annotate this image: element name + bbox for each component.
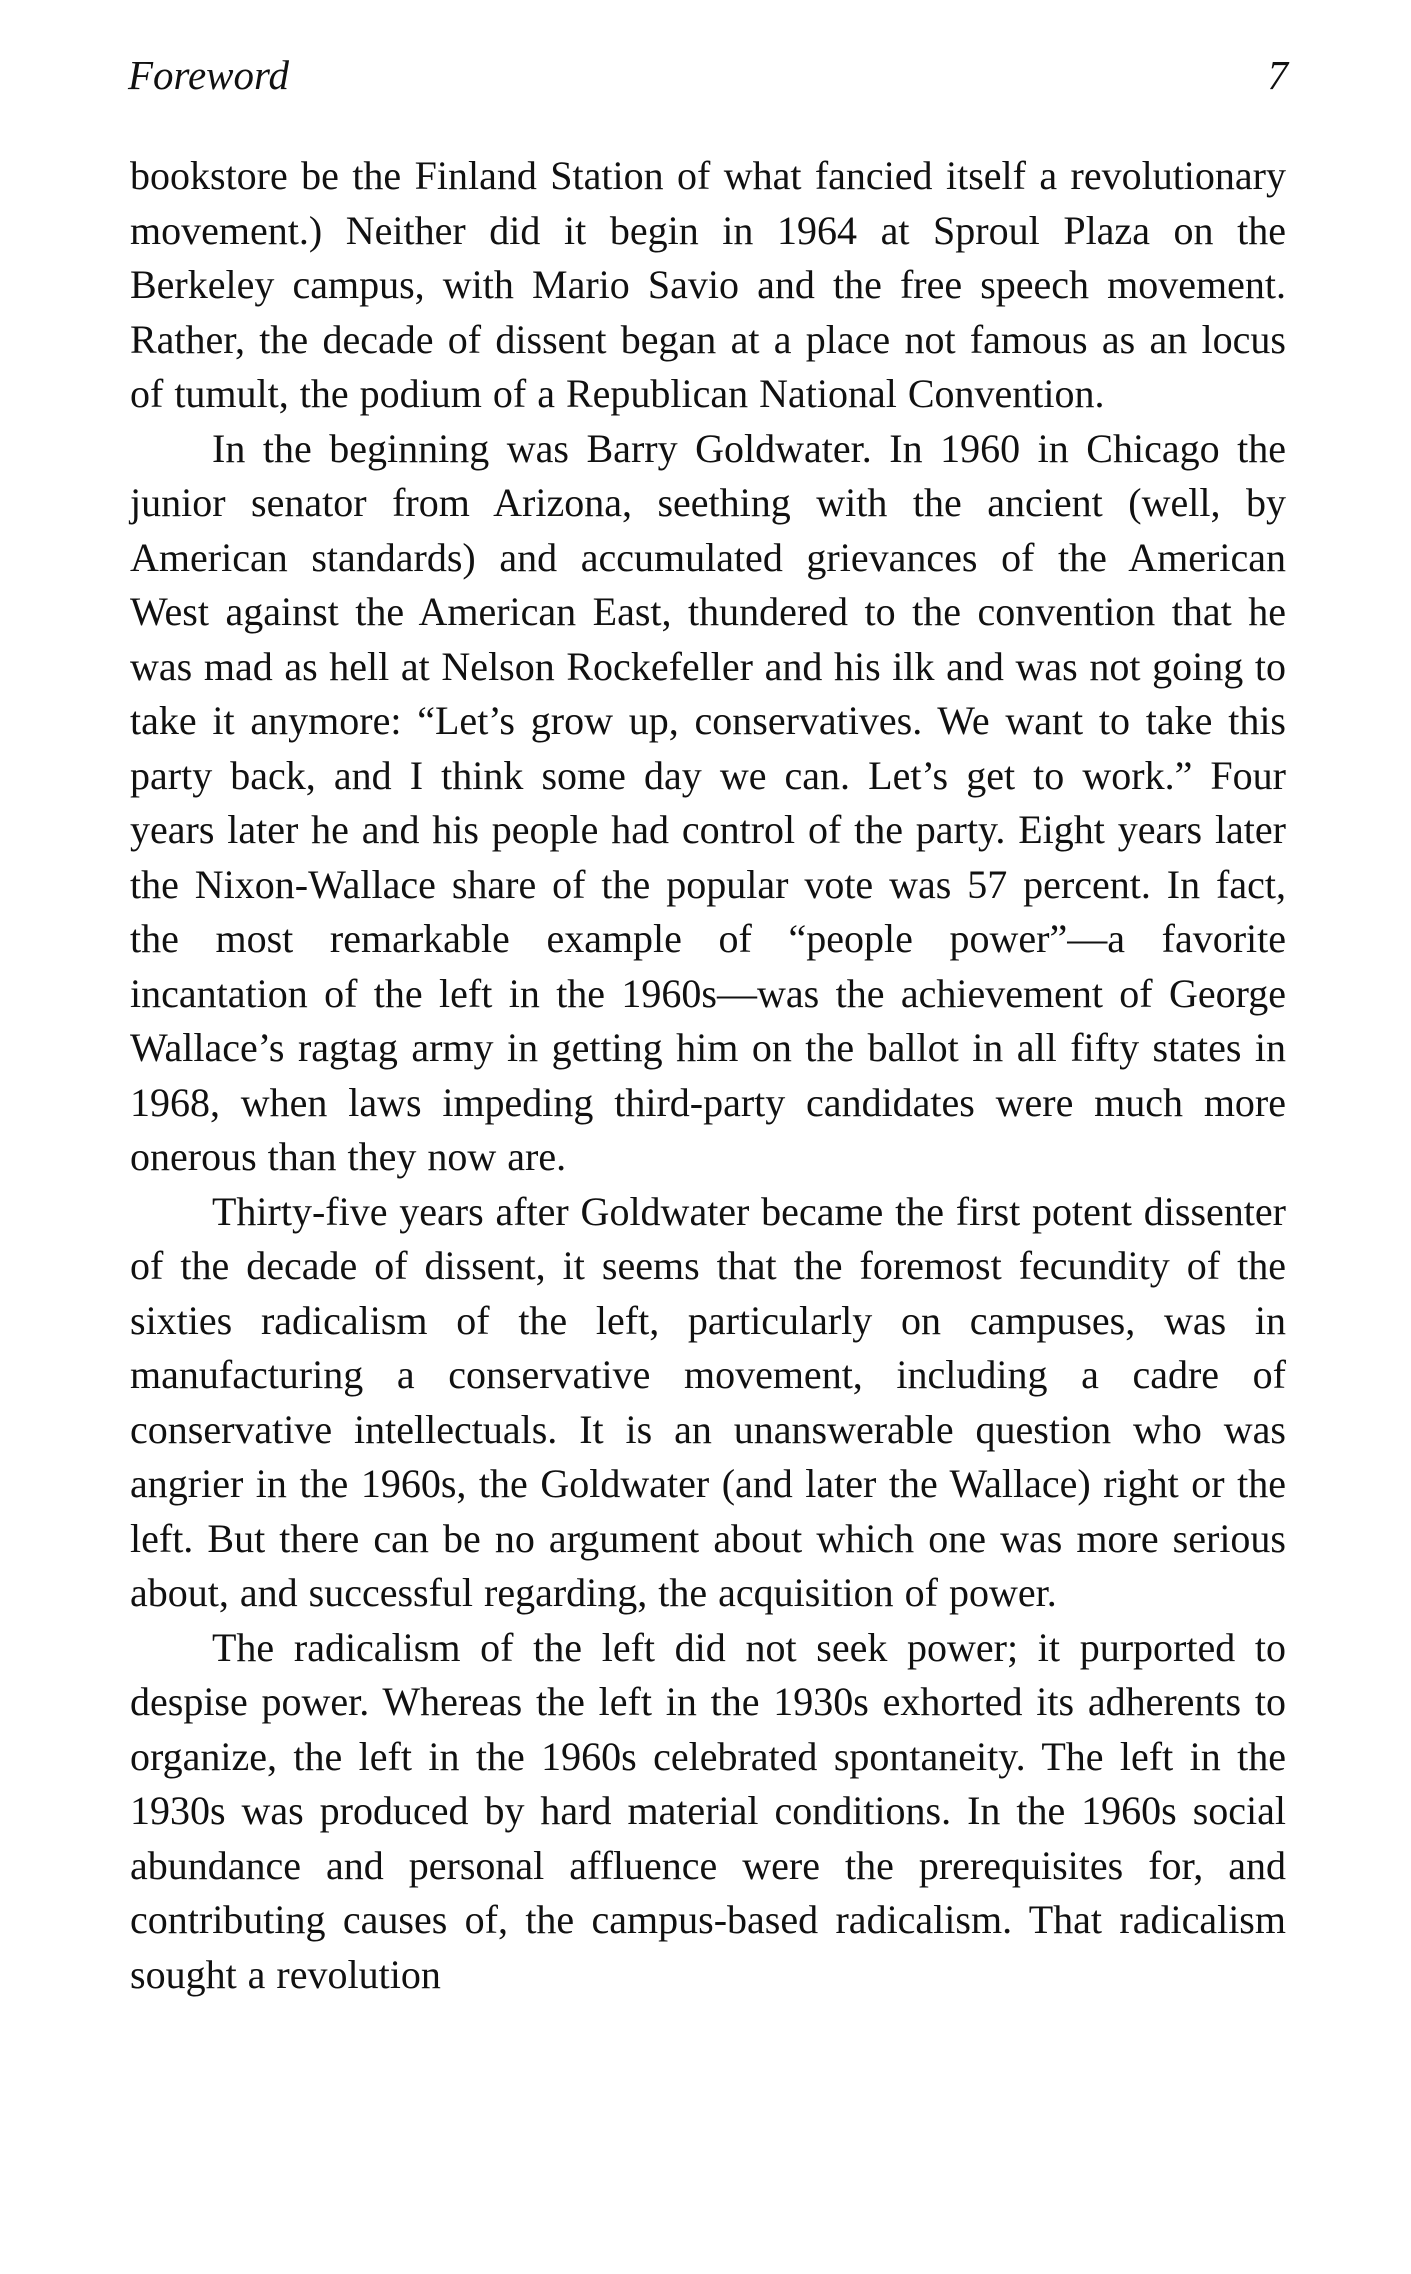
paragraph-goldwater: In the beginning was Barry Goldwater. In 1960 in Chicago the junior senator from Arizona, seething with the ancient (well, by American standards) and accumulated grievances of the American West against the American East, thundered to the convention that he was mad as hell at Nelson Rockefeller and his ilk and was not going to take it anymore: “Let’s grow up, conservatives. We want to take this party back, and I think some day we can. Let’s get to work.” Four years later he and his people had control of the party. Eight years later the Nixon-Wallace share of the popular vote was 57 percent. In fact, the most remarkable example of “people power”—a favorite incantation of the left in the 1960s—was the achievement of George Wallace’s ragtag army in getting him on the ballot in all fifty states in 1968, when laws impeding third-party candidates were much more onerous than they now are. xyxy=(130,425,1286,1179)
running-head xyxy=(128,50,1288,100)
paragraph-dissent: Thirty-five years after Goldwater became the first potent dissenter of the decade of dissent, it seems that the foremost fecundity of the sixties radicalism of the left, particularly on campuses, was in manufacturing a conservative movement, including a cadre of conservative intellectuals. It is an unanswerable question who was angrier in the 1960s, the Goldwater (and later the Wallace) right or the left. But there can be no argument about which one was more serious about, and successful regarding, the acquisition of power. xyxy=(130,1188,1286,1615)
body-text xyxy=(130,149,1286,2002)
page-number: 7 xyxy=(1267,52,1288,98)
paragraph-radicalism: The radicalism of the left did not seek power; it purported to despise power. Whereas the left in the 1930s exhorted its adherents to organize, the left in the 1960s celebrated spontaneity. The left in the 1930s was produced by hard material conditions. In the 1960s social abundance and personal affluence were the prerequisites for, and contributing causes of, the campus-based radicalism. That radicalism sought a revolution xyxy=(130,1624,1286,1997)
chapter-title: Foreword xyxy=(128,52,289,98)
paragraph-continuation: bookstore be the Finland Station of what fancied itself a revolutionary movement.) Neither did it begin in 1964 at Sproul Plaza on the Berkeley campus, with Mario Savio and the free speech movement. Rather, the decade of dissent began at a place not famous as an locus of tumult, the podium of a Republican National Convention. xyxy=(130,153,1286,416)
